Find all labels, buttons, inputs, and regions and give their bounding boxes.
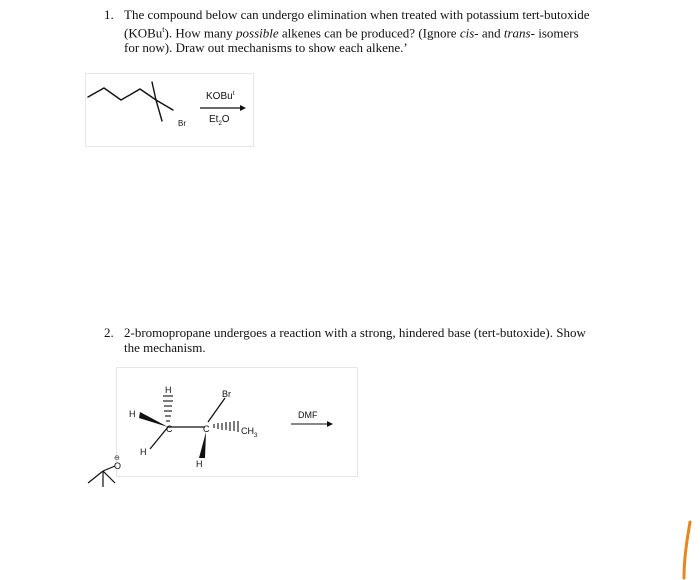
question-1-line-2: (KOBu$^t$). How many possible alkenes can be produced? (Ignore cis- and trans- isomers <box>124 25 579 41</box>
reagent-below: $Et_2O$ <box>209 114 230 127</box>
h-top-label: H <box>165 385 172 395</box>
question-2-line-2: the mechanism. <box>124 340 206 355</box>
c1-label: C <box>166 424 173 434</box>
h-lower-left-label: H <box>140 447 147 457</box>
bromine-label: Br <box>178 119 186 128</box>
h-left-label: H <box>129 409 136 419</box>
h-bottom-label: H <box>196 459 203 469</box>
question-1-line-3: for now). Draw out mechanisms to show each alkene.’ <box>124 40 408 56</box>
question-1-number: 1. <box>104 7 114 22</box>
reagent-above: KOBu$^t$ <box>206 91 235 102</box>
question-1-line-1: The compound below can undergo elimination when treated with potassium tert-butoxide <box>124 7 590 22</box>
base-charge: ⊖ <box>114 455 120 462</box>
reagent-dmf: DMF <box>298 410 318 420</box>
base-oxygen: O <box>114 461 122 471</box>
orange-pen-stroke <box>684 522 690 578</box>
question-2-line-1: 2-bromopropane undergoes a reaction with a strong, hindered base (tert-butoxide). Show <box>124 325 586 340</box>
bromine-label-2: Br <box>222 389 231 399</box>
c2-label: C <box>203 424 210 434</box>
question-2-number: 2. <box>104 325 114 340</box>
methyl-label: $CH_3$ <box>241 426 258 439</box>
